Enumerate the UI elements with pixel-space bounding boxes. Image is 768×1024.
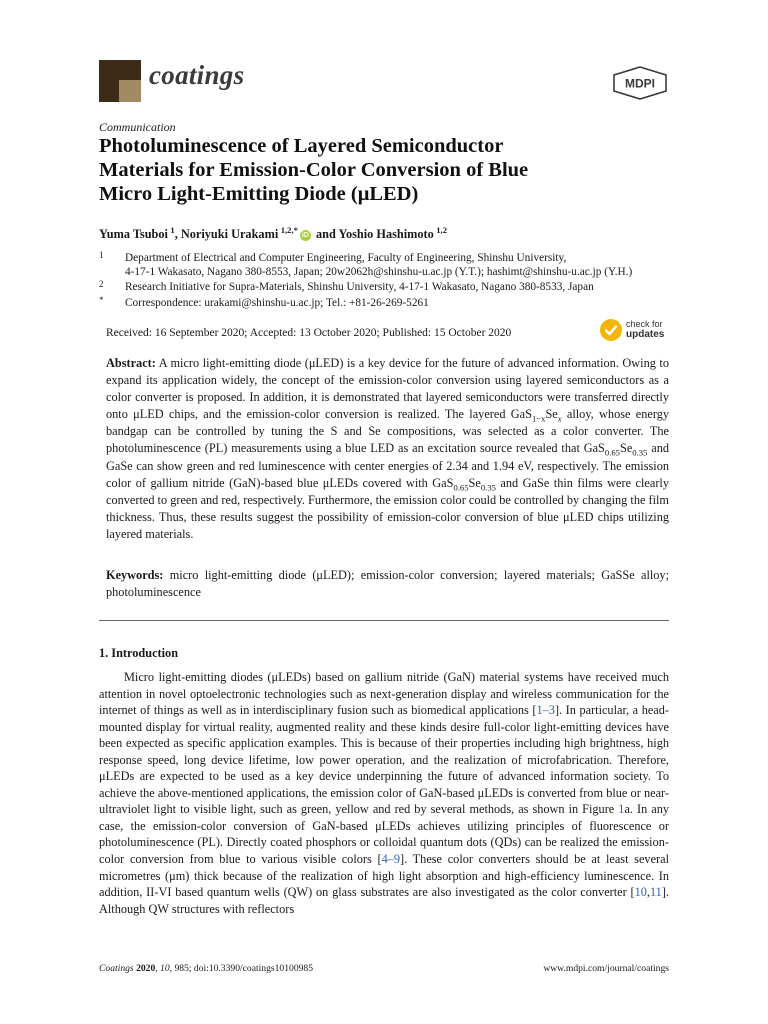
abstract-text: and GaSe can show green and red luminescence with center energies of 2.34 and 1.94 eV, respectively. The emission color of gallium nitride (GaN)-based blue μLEDs covered with GaS — [106, 441, 669, 490]
abstract-label: Abstract: — [106, 356, 156, 370]
abstract-subscript: 0.35 — [480, 482, 496, 493]
affiliation-mark: 1 — [99, 250, 104, 260]
check-for-updates-badge[interactable] — [599, 318, 679, 346]
introduction-paragraph — [99, 669, 669, 917]
author-separator: , — [174, 227, 181, 241]
author-separator: and — [312, 227, 339, 241]
check-updates-line2: updates — [626, 329, 665, 340]
abstract-subscript: 1−x — [531, 413, 546, 424]
author-affil-sup: 1 — [170, 224, 175, 235]
abstract — [106, 355, 669, 543]
title-line-2: Materials for Emission-Color Conversion of Blue — [99, 159, 529, 181]
section-heading: 1. Introduction — [99, 646, 179, 660]
paper-title — [99, 134, 679, 206]
abstract-text: Se — [619, 441, 633, 456]
abstract-subscript: 0.65 — [604, 447, 620, 458]
affiliation-mark: * — [99, 295, 104, 305]
section-divider — [99, 620, 669, 621]
author-name: Yuma Tsuboi — [99, 227, 168, 241]
citation-link[interactable]: 1–3 — [536, 703, 555, 718]
abstract-subscript: x — [557, 413, 562, 424]
publication-dates: Received: 16 September 2020; Accepted: 13 October 2020; Published: 15 October 2020 — [106, 327, 512, 339]
intro-text: a. In any case, the emission-color conversion of GaN-based μLEDs achieves utilizing principles of fluorescence or photoluminescence (PL). Directly coated phosphors or colloidal quantum dots (QDs) can be realized the emission-color conversion from blue to various visible colors [ — [99, 802, 669, 867]
coatings-logo-icon — [99, 60, 141, 102]
intro-text: ]. In particular, a head-mounted display for virtual reality, augmented reality and these kinds desire full-color light-emitting devices have been expected as specific application examples. This is because of their properties including high brightness, high response speed, long device lifetime, low power operation, and the realization of microfabrication. Therefore, μLEDs are expected to be used as a key device underpinning the future of advanced information society. To achieve the above-mentioned applications, the emission color of GaN-based μLEDs is converted from blue or near-ultraviolet light to visible light, such as green, yellow and red by several methods, as shown in Figure — [99, 703, 669, 817]
intro-text: Micro light-emitting diodes (μLEDs) based on gallium nitride (GaN) material systems have received much attention in novel optoelectronic technologies such as next-generation display and wireless communication for the internet of things as well as in interdisciplinary fusion such as biomedical applications [ — [99, 670, 669, 718]
intro-text: ]. Although QW structures with reflectors — [99, 885, 669, 916]
intro-text: ]. These color converters should be at least several micrometres (μm) thick because of the realization of high light absorption and high-efficiency luminescence. In addition, II-VI based quantum wells (QW) on glass substrates are also investigated as the color converter [ — [99, 852, 669, 900]
affiliation-mark: 2 — [99, 279, 104, 289]
keywords — [106, 567, 669, 601]
abstract-subscript: 0.35 — [632, 447, 648, 458]
mdpi-logo[interactable] — [612, 66, 668, 100]
affiliation-text: Research Initiative for Supra-Materials, Shinshu University, 4-17-1 Wakasato, Nagano 380-8533, Japan — [125, 281, 594, 293]
check-updates-line1: check for — [626, 319, 663, 329]
article-type: Communication — [99, 120, 176, 134]
abstract-text: Se — [468, 475, 481, 490]
abstract-text: alloy, whose energy bandgap can be controlled by tuning the S and Se compositions, was selected as a color converter. The photoluminescence (PL) measurements using a blue LED as an excitation source revealed that GaS — [106, 407, 669, 456]
footer-volume: 10 — [160, 963, 170, 974]
affiliation-text: 4-17-1 Wakasato, Nagano 380-8553, Japan; 20w2062h@shinshu-u.ac.jp (Y.T.); hashimt@shinshu-u.ac.jp (Y.H.) — [125, 266, 633, 278]
author-affil-sup: 1,2 — [436, 224, 448, 235]
footer-journal: Coatings — [99, 963, 134, 974]
footer-doi: , 985; doi:10.3390/coatings10100985 — [169, 963, 314, 974]
author-affil-sup: 1,2,* — [280, 224, 298, 235]
title-line-1: Photoluminescence of Layered Semiconductor — [99, 135, 504, 157]
figure-link[interactable]: 1 — [618, 802, 625, 817]
footer-citation: Coatings 2020, 10, 985; doi:10.3390/coatings10100985 — [99, 963, 314, 974]
author-list — [99, 224, 448, 242]
abstract-text: Se — [545, 407, 558, 422]
title-line-3: Micro Light-Emitting Diode (μLED) — [99, 183, 419, 205]
mdpi-logo-text: MDPI — [625, 76, 655, 91]
citation-link[interactable]: 11 — [649, 885, 662, 900]
abstract-subscript: 0.65 — [453, 482, 469, 493]
citation-link[interactable]: 10 — [634, 885, 647, 900]
abstract-text: A micro light-emitting diode (μLED) is a key device for the future of advanced information. Owing to expand its application widely, the concept of the emission-color conversion using layered semiconductors as a color converter is proposed. In addition, it is demonstrated that layered semiconductors were transferred directly onto μLED chips, and the emission-color conversion is realized. The layered GaS — [106, 356, 669, 422]
check-updates-icon — [599, 318, 623, 342]
affiliation-text: Correspondence: urakami@shinshu-u.ac.jp; Tel.: +81-26-269-5261 — [125, 297, 429, 309]
author-name: Yoshio Hashimoto — [338, 227, 434, 241]
intro-text: , — [646, 885, 650, 900]
footer-year: 2020 — [136, 963, 156, 974]
abstract-text: and GaSe thin films were clearly converted to green and red, respectively. Furthermore, the emission color could be controlled by changing the film thickness. Thus, these results suggest the possibility of emission-color conversion of blue μLED chips utilizing layered materials. — [106, 475, 669, 541]
journal-name[interactable]: coatings — [149, 60, 245, 90]
keywords-label: Keywords: — [106, 568, 164, 582]
orcid-icon[interactable]: iD — [301, 232, 309, 239]
author-name: Noriyuki Urakami — [180, 227, 279, 241]
footer-journal-url[interactable]: www.mdpi.com/journal/coatings — [543, 963, 669, 974]
keywords-text: micro light-emitting diode (μLED); emission-color conversion; layered materials; GaSSe alloy; photoluminescence — [106, 568, 669, 600]
citation-link[interactable]: 4–9 — [381, 852, 401, 867]
affiliation-text: Department of Electrical and Computer Engineering, Faculty of Engineering, Shinshu University, — [125, 252, 567, 264]
